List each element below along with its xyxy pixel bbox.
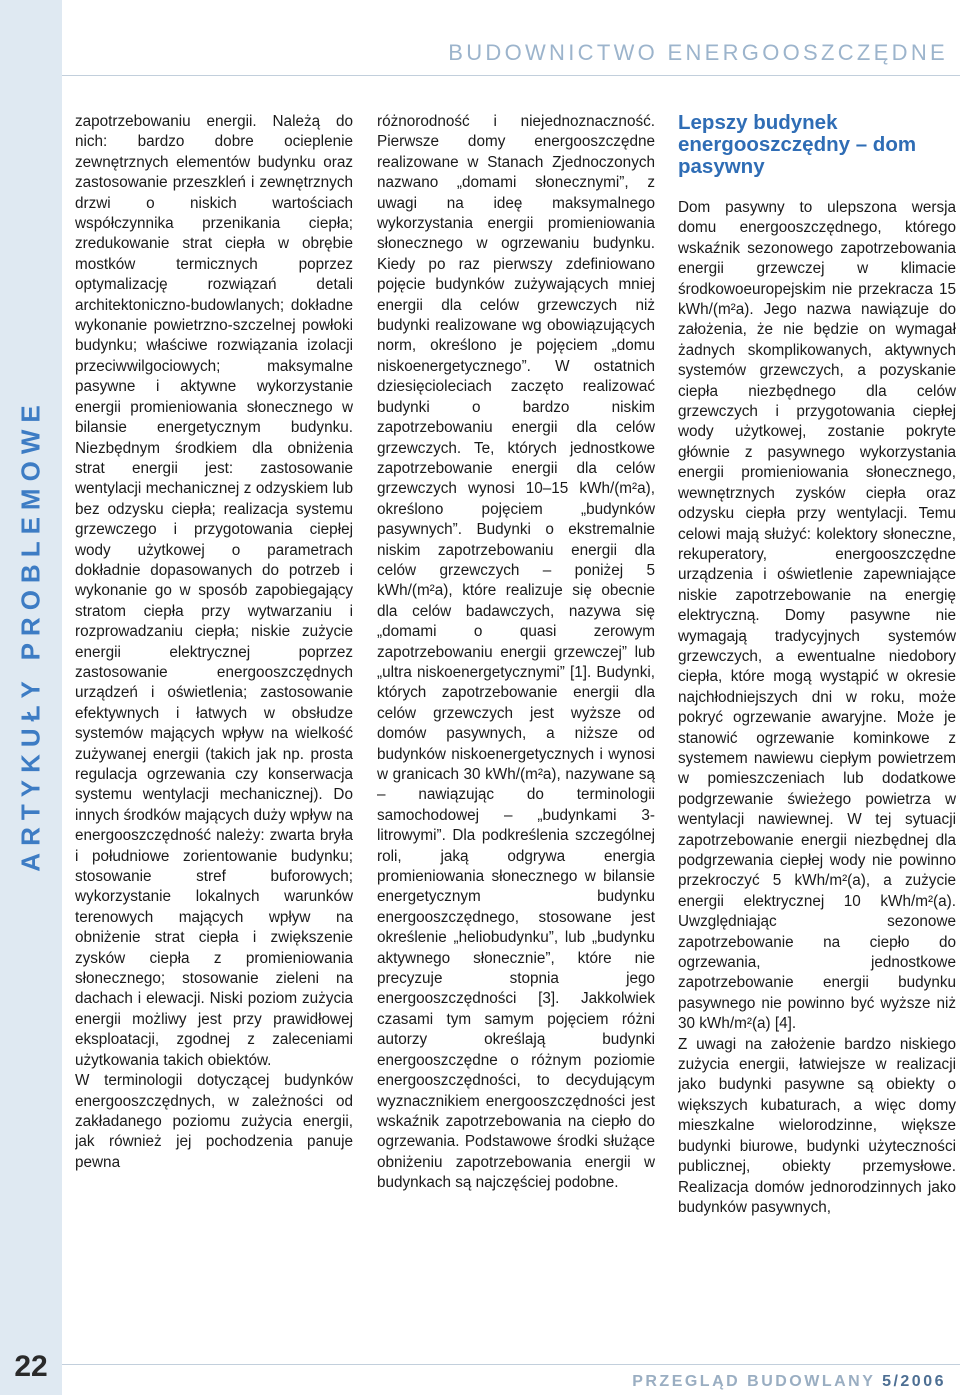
text-column-3 bbox=[678, 112, 956, 1348]
footer-magazine-name: PRZEGLĄD BUDOWLANY bbox=[632, 1373, 883, 1390]
text-column-2 bbox=[377, 112, 655, 1348]
paragraph: zapotrzebowaniu energii. Należą do nich: bardzo dobre ocieplenie zewnętrznych elementów budynku oraz zastosowanie przeszkleń i zewnętrznych drzwi o niskich wartościach współczynnika przenikania ciepła; zredukowanie strat ciepła w obrębie mostków termicznych poprzez optymalizację rozwiązań detali architektoniczno-budowlanych; dokładne wykonanie powietrzno-szczelnej powłoki budynku; właściwe rozwiązania izolacji przeciwwilgociowych; maksymalne pasywne i aktywne wykorzystanie energii promieniowania słonecznego w bilansie energetycznym budynku. Niezbędnym środkiem dla obniżenia strat energii jest: zastosowanie wentylacji mechanicznej z odzyskiem lub bez odzysku ciepła; realizacja systemu grzewczego i przygotowania ciepłej wody użytkowej o parametrach dokładnie dopasowanych do potrzeb i wykonanie go w sposób zapobiegający stratom ciepła przy wytwarzaniu i rozprowadzaniu ciepła; niskie zużycie energii elektrycznej poprzez zastosowanie energooszczędnych urządzeń i oświetlenia; zastosowanie efektywnych i łatwych w obsłudze systemów mających wpływ na wielkość zużywanej energii (takich jak np. prosta regulacja ogrzewania czy konserwacja systemu wentylacji mechanicznej). Do innych środków mających duży wpływ na energooszczędność należy: zwarta bryła i południowe zorientowanie budynku; stosowanie stref buforowych; wykorzystanie lokalnych warunków terenowych mających wpływ na obniżenie strat ciepła i zwiększenie zysków ciepła z promieniowania słonecznego; stosowanie zieleni na dachach i elewacji. Niski poziom zużycia energii możliwy jest przy prawidłowej eksploatacji, zgodnej z zaleceniami użytkowania takich obiektów. bbox=[75, 113, 353, 1069]
page-number: 22 bbox=[14, 1350, 48, 1383]
text-column-1 bbox=[75, 112, 353, 1348]
footer bbox=[632, 1373, 946, 1391]
running-header-title: BUDOWNICTWO ENERGOOSZCZĘDNE bbox=[448, 40, 948, 65]
section-label: ARTYKUŁY PROBLEMOWE bbox=[15, 398, 46, 872]
paragraph: Z uwagi na założenie bardzo niskiego zużycia energii, łatwiejsze w realizacji jako budynki pasywne są obiekty o większych kubaturach, a więc domy mieszkalne wielorodzinne, większe budynki biurowe, budynki użyteczności publicznej, obiekty przemysłowe. Realizacja domów jednorodzinnych jako budynków pasywnych, bbox=[678, 1035, 956, 1216]
footer-divider bbox=[62, 1364, 960, 1365]
paragraph: różnorodność i niejednoznaczność. Pierwsze domy energooszczędne realizowane w Stanach Zjednoczonych nazwano „domami słonecznymi”, z uwagi na ideę maksymalnego wykorzystania energii promieniowania słonecznego w ogrzewaniu budynku. Kiedy po raz pierwszy zdefiniowano pojęcie budynków zużywających mniej energii dla celów grzewczych niż budynki realizowane wg obowiązujących norm, określono je pojęciem „domu niskoenergetycznego”. W ostatnich dziesięcioleciach zaczęto realizować budynki o bardzo niskim zapotrzebowaniu energii dla celów grzewczych. Te, których jednostkowe zapotrzebowanie energii dla celów grzewczych wynosi 10–15 kWh/(m²a), określono pojęciem „budynków pasywnych”. Budynki o ekstremalnie niskim zapotrzebowaniu energii dla celów grzewczych – poniżej 5 kWh/(m²a), które realizuje się obecnie dla celów badawczych, nazywa się „domami o quasi zerowym zapotrzebowaniu energii grzewczej” lub „ultra niskoenergetycznymi” [1]. Budynki, których zapotrzebowanie energii dla celów grzewczych jest wyższe od domów pasywnych, a niższe od budynków niskoenergetycznych i wynosi w granicach 30 kWh/(m²a), nazywane są – nawiązując do terminologii samochodowej – „budynkami 3-litrowymi”. Dla podkreślenia szczególnej roli, jaką odgrywa energia promieniowania słonecznego w bilansie energetycznym budynku energooszczędnego, stosowane jest określenie „heliobudynku”, lub „budynku aktywnego słonecznie”, które nie precyzuje stopnia jego energooszczędności [3]. Jakkolwiek czasami tym samym pojęciem różni autorzy określają budynki energooszczędne o różnym poziomie energooszczędności, to decydującym wyznacznikiem energooszczędności jest wskaźnik zapotrzebowania na ciepło do ogrzewania. Podstawowe środki służące obniżeniu zapotrzebowania energii w budynkach są najczęściej podobne. bbox=[377, 113, 655, 1192]
paragraph: Dom pasywny to ulepszona wersja domu energooszczędnego, którego wskaźnik sezonowego zapotrzebowania energii grzewczej w klimacie środkowoeuropejskim nie przekracza 15 kWh/(m²a). Jego nazwa nawiązuje do założenia, że nie będzie on wymagał żadnych skomplikowanych, aktywnych systemów grzewczych, a pozyskanie ciepła niezbędnego dla celów grzewczych i przygotowania ciepłej wody użytkowej, zostanie pokryte głównie z pasywnego wykorzystania energii promieniowania słonecznego, wewnętrznych zysków ciepła oraz odzysku ciepła przy wentylacji. Temu celowi mają służyć: kolektory słoneczne, rekuperatory, energooszczędne urządzenia i oświetlenie zapewniające niskie zapotrzebowanie na energię elektryczną. Domy pasywne nie wymagają tradycyjnych systemów grzewczych, a ewentualne niedobory ciepła, które mogą wystąpić w okresie najchłodniejszych dni w roku, może pokryć ogrzewanie awaryjne. Może je stanowić ogrzewanie kominkowe z systemem nawiewu ciepłym powietrzem w pomieszczeniach lub dodatkowe podgrzewanie świeżego powietrza w wentylacji nawiewnej. W tej sytuacji zapotrzebowanie energii niezbędnej dla podgrzewania ciepłej wody nie powinno przekroczyć 5 kWh/m²(a), a zużycie energii elektrycznej 10 kWh/m²(a). Uwzględniając sezonowe zapotrzebowanie na ciepło do ogrzewania, jednostkowe zapotrzebowanie energii budynku pasywnego nie powinno być wyższe niż 30 kWh/m²(a) [4]. bbox=[678, 199, 956, 1033]
section-heading: Lepszy budynek energooszczędny – dom pasywny bbox=[678, 112, 917, 178]
sidebar-band bbox=[0, 0, 62, 1395]
header-divider bbox=[62, 75, 960, 76]
footer-issue: 5/2006 bbox=[882, 1373, 946, 1390]
paragraph: W terminologii dotyczącej budynków energooszczędnych, w zależności od zakładanego poziomu zużycia energii, jak również jej pochodzenia panuje pewna bbox=[75, 1072, 353, 1171]
